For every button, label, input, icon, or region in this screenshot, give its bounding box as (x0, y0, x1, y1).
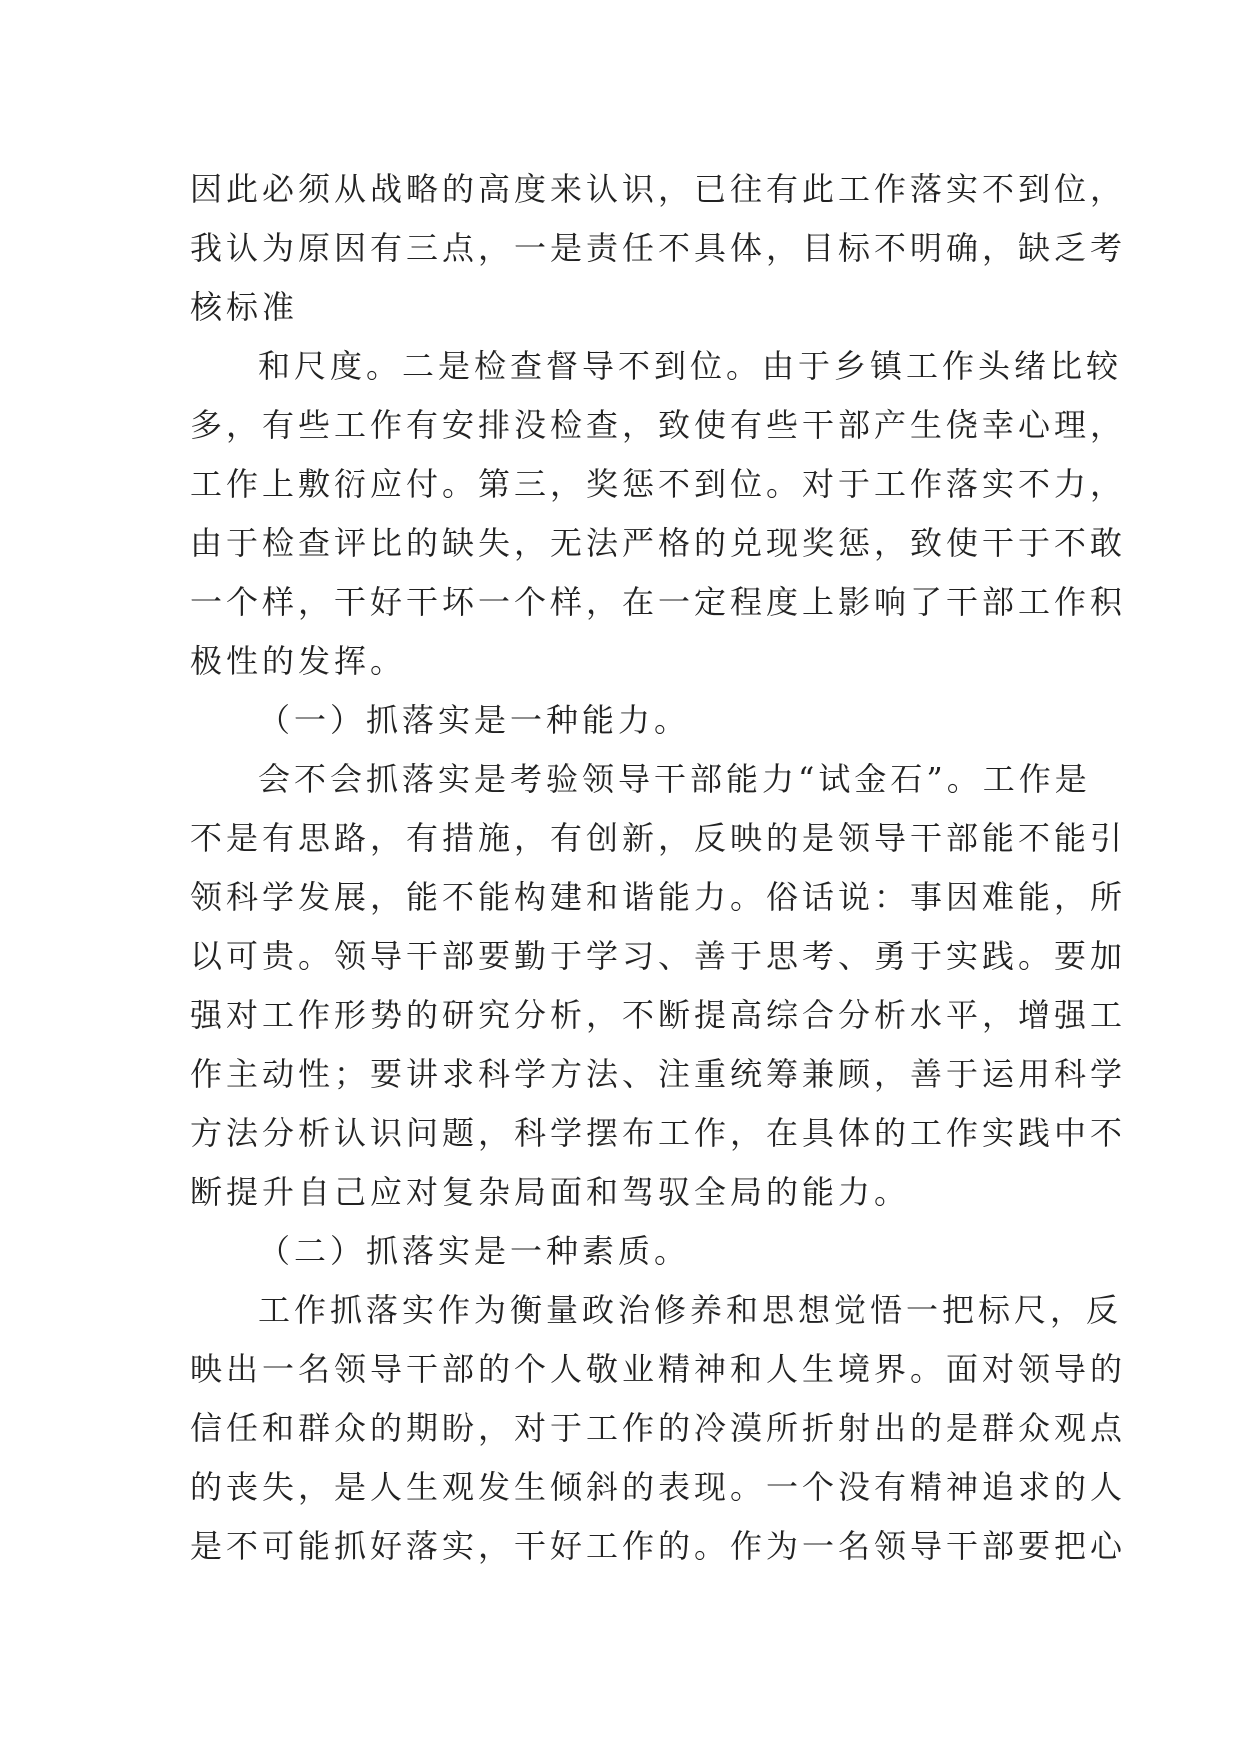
text-line: 以可贵。领导干部要勤于学习、善于思考、勇于实践。要加 (190, 937, 1127, 975)
text-line: 多，有些工作有安排没检查，致使有些干部产生侥幸心理， (190, 406, 1127, 444)
section-heading: （二）抓落实是一种素质。 (258, 1232, 691, 1270)
text-line: 核标准 (190, 288, 299, 326)
text-line: 和尺度。二是检查督导不到位。由于乡镇工作头绪比较 (258, 347, 1123, 385)
text-line: 是不可能抓好落实，干好工作的。作为一名领导干部要把心 (190, 1527, 1127, 1565)
text-line: 的丧失，是人生观发生倾斜的表现。一个没有精神追求的人 (190, 1468, 1127, 1506)
text-line: 强对工作形势的研究分析，不断提高综合分析水平，增强工 (190, 996, 1127, 1034)
text-line: 信任和群众的期盼，对于工作的冷漠所折射出的是群众观点 (190, 1409, 1127, 1447)
text-line: 领科学发展，能不能构建和谐能力。俗话说：事因难能，所 (190, 878, 1127, 916)
document-body (190, 160, 1127, 1576)
text-line: 会不会抓落实是考验领导干部能力“试金石”。工作是 (258, 760, 1091, 798)
text-line: 断提升自己应对复杂局面和驾驭全局的能力。 (190, 1173, 911, 1211)
text-line: 工作上敷衍应付。第三，奖惩不到位。对于工作落实不力， (190, 465, 1127, 503)
text-line: 因此必须从战略的高度来认识，已往有此工作落实不到位， (190, 170, 1127, 208)
text-line: 一个样，干好干坏一个样，在一定程度上影响了干部工作积 (190, 583, 1127, 621)
text-line: 不是有思路，有措施，有创新，反映的是领导干部能不能引 (190, 819, 1127, 857)
text-line: 作主动性；要讲求科学方法、注重统筹兼顾，善于运用科学 (190, 1055, 1127, 1093)
text-line: 极性的发挥。 (190, 642, 407, 680)
text-line: 由于检查评比的缺失，无法严格的兑现奖惩，致使干于不敢 (190, 524, 1127, 562)
text-line: 方法分析认识问题，科学摆布工作，在具体的工作实践中不 (190, 1114, 1127, 1152)
text-line: 工作抓落实作为衡量政治修养和思想觉悟一把标尺，反 (258, 1291, 1123, 1329)
text-line: 我认为原因有三点，一是责任不具体，目标不明确，缺乏考 (190, 229, 1127, 267)
section-heading: （一）抓落实是一种能力。 (258, 701, 691, 739)
text-line: 映出一名领导干部的个人敬业精神和人生境界。面对领导的 (190, 1350, 1127, 1388)
